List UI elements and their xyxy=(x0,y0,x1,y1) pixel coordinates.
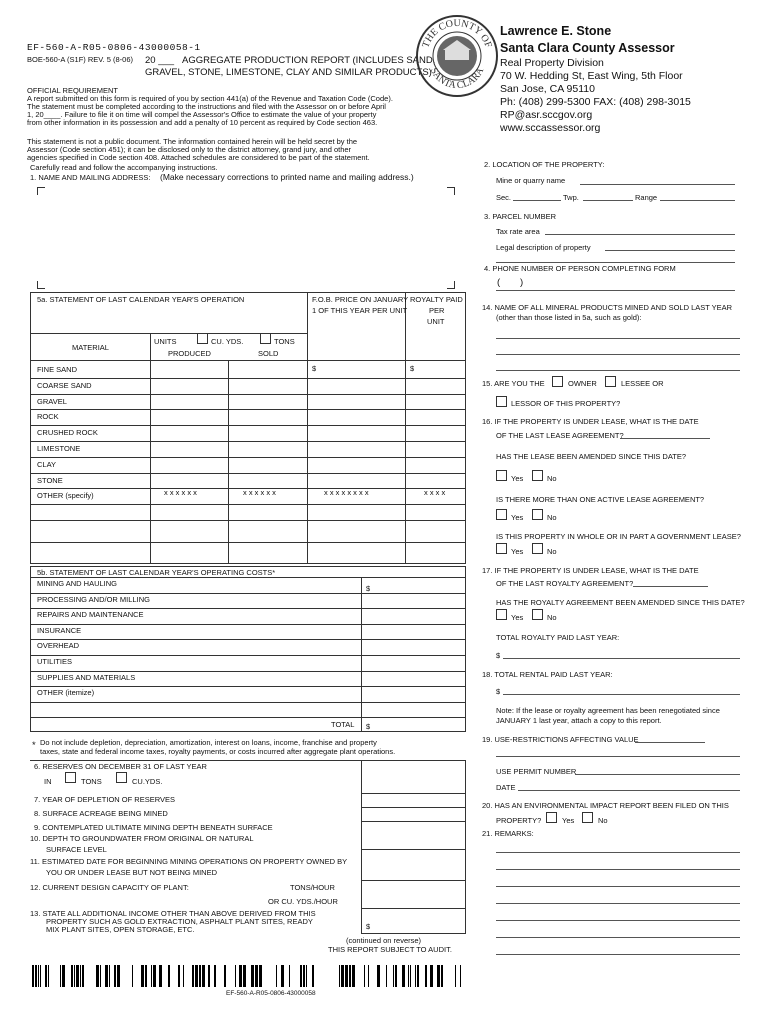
q8-label: 8. SURFACE ACREAGE BEING MINED xyxy=(34,809,168,818)
table-row[interactable] xyxy=(30,425,466,426)
assessor-name: Lawrence E. Stone xyxy=(500,24,612,38)
tons-hour-label: TONS/HOUR xyxy=(290,883,335,892)
x-mark-sold: x x x x x x xyxy=(243,488,276,497)
barcode-bar xyxy=(251,965,254,987)
barcode-bar xyxy=(243,965,246,987)
barcode-bar xyxy=(178,965,180,987)
q20-sub: PROPERTY? xyxy=(496,816,542,825)
table-row[interactable] xyxy=(30,593,466,594)
reserves-cuyds-checkbox[interactable] xyxy=(116,772,127,783)
assessor-email: RP@asr.sccgov.org xyxy=(500,109,593,121)
note-line1: Note: If the lease or royalty agreement has been renegotiated since xyxy=(496,706,720,715)
requirement-line2: The statement must be completed according to the instructions and filed with the Assessor on or before April xyxy=(27,102,386,111)
lease-date-field[interactable] xyxy=(620,438,710,439)
income-dollar: $ xyxy=(366,922,371,931)
barcode-bar xyxy=(255,965,258,987)
barcode-bar xyxy=(80,965,81,987)
q17-sub: OF THE LAST ROYALTY AGREEMENT? xyxy=(496,579,634,588)
royalty-amended-yes-label: Yes xyxy=(511,613,524,622)
q10-label: 10. DEPTH TO GROUNDWATER FROM ORIGINAL OR NATURAL xyxy=(30,834,254,843)
q2-label: 2. LOCATION OF THE PROPERTY: xyxy=(484,160,605,169)
barcode-bar xyxy=(214,965,216,987)
table-5a-row-label: ROCK xyxy=(37,412,59,422)
lease-amended-no-checkbox[interactable] xyxy=(532,470,543,481)
tax-rate-label: Tax rate area xyxy=(496,227,540,236)
reserves-tons-checkbox[interactable] xyxy=(65,772,76,783)
tons-checkbox[interactable] xyxy=(260,333,271,344)
lessor-label: LESSOR OF THIS PROPERTY? xyxy=(511,399,621,408)
audit-note: THIS REPORT SUBJECT TO AUDIT. xyxy=(328,945,452,954)
q13-label: 13. STATE ALL ADDITIONAL INCOME OTHER THAN ABOVE DERIVED FROM THIS xyxy=(30,909,316,918)
table-5b-title: 5b. STATEMENT OF LAST CALENDAR YEAR'S OPERATING COSTS* xyxy=(37,568,276,577)
table-row[interactable] xyxy=(30,686,466,687)
barcode-bar xyxy=(377,965,380,987)
table-row[interactable] xyxy=(30,520,466,521)
cuyds-hour-label: OR CU. YDS./HOUR xyxy=(268,897,338,906)
table-5b xyxy=(30,566,466,732)
barcode-bar xyxy=(460,965,461,987)
x-mark-fob: x x x x x x x x xyxy=(324,488,369,497)
table-row[interactable] xyxy=(30,457,466,458)
year-prefix: 20 ___ xyxy=(145,55,175,66)
royalty-header-line1: ROYALTY PAID xyxy=(410,295,463,304)
assessor-phone: Ph: (408) 299-5300 FAX: (408) 298-3015 xyxy=(500,96,691,108)
assessor-website: www.sccassessor.org xyxy=(500,122,601,134)
total-rental-dollar: $ xyxy=(496,687,501,696)
q6-label: 6. RESERVES ON DECEMBER 31 OF LAST YEAR xyxy=(34,762,207,771)
permit-label: USE PERMIT NUMBER xyxy=(496,767,577,776)
q18-label: 18. TOTAL RENTAL PAID LAST YEAR: xyxy=(482,670,613,679)
barcode-bar xyxy=(109,965,110,987)
lessee-label: LESSEE OR xyxy=(621,379,664,388)
phone-close-paren: ) xyxy=(520,277,524,288)
table-5a-row-label: COARSE SAND xyxy=(37,380,92,390)
barcode-bar xyxy=(224,965,226,987)
permit-field[interactable] xyxy=(575,774,740,775)
barcode-bar xyxy=(276,965,277,987)
lessee-checkbox[interactable] xyxy=(605,376,616,387)
eir-yes-label: Yes xyxy=(562,816,575,825)
lease-amended-yes-label: Yes xyxy=(511,474,524,483)
seal-bottom-text: SANTA CLARA xyxy=(427,65,487,92)
lease-amended-label: HAS THE LEASE BEEN AMENDED SINCE THIS DATE? xyxy=(496,452,687,461)
legal-desc-label: Legal description of property xyxy=(496,243,591,252)
barcode-bar xyxy=(132,965,133,987)
barcode-bar xyxy=(364,965,365,987)
x-mark-produced: x x x x x x xyxy=(164,488,197,497)
q3-label: 3. PARCEL NUMBER xyxy=(484,212,557,221)
barcode-bar xyxy=(437,965,440,987)
table-5b-row-label: REPAIRS AND MAINTENANCE xyxy=(37,610,144,620)
instructions-note: Carefully read and follow the accompanying instructions. xyxy=(30,163,218,172)
eir-no-checkbox[interactable] xyxy=(582,812,593,823)
barcode-bar xyxy=(306,965,307,987)
remarks-line6[interactable] xyxy=(496,937,740,938)
royalty-header-line2: PER xyxy=(429,306,445,315)
lease-amended-no-label: No xyxy=(547,474,557,483)
barcode-bar xyxy=(349,965,351,987)
barcode-bar xyxy=(105,965,108,987)
royalty-amended-label: HAS THE ROYALTY AGREEMENT BEEN AMENDED SINCE THIS DATE? xyxy=(496,598,745,607)
barcode-bar xyxy=(168,965,170,987)
cuyds-checkbox[interactable] xyxy=(197,333,208,344)
address-corner-br xyxy=(447,281,455,289)
confidential-line2: Assessor (Code section 451); it can be disclosed only to the district attorney, grand jury, and other xyxy=(27,145,352,154)
remarks-line4[interactable] xyxy=(496,903,740,904)
units-label: UNITS xyxy=(154,337,177,346)
table-5a-row-label: STONE xyxy=(37,475,63,485)
barcode-bar xyxy=(208,965,210,987)
mine-name-label: Mine or quarry name xyxy=(496,176,566,185)
lessor-checkbox[interactable] xyxy=(496,396,507,407)
twp-label: Twp. xyxy=(563,193,579,202)
q14-label: 14. NAME OF ALL MINERAL PRODUCTS MINED AND SOLD LAST YEAR xyxy=(482,303,733,312)
table-row[interactable] xyxy=(30,702,466,703)
barcode-bar xyxy=(393,965,394,987)
address-corner-tr xyxy=(447,187,455,195)
barcode-bar xyxy=(341,965,344,987)
q16-label: 16. IF THE PROPERTY IS UNDER LEASE, WHAT IS THE DATE xyxy=(482,417,699,426)
table-5b-row-label: OTHER (itemize) xyxy=(37,688,95,698)
table-5b-row-label: PROCESSING AND/OR MILLING xyxy=(37,594,150,604)
costs-dollar: $ xyxy=(366,584,371,593)
barcode-bar xyxy=(402,965,405,987)
q12-label: 12. CURRENT DESIGN CAPACITY OF PLANT: xyxy=(30,883,189,892)
barcode-bar xyxy=(289,965,290,987)
legal-desc-field[interactable] xyxy=(605,250,735,251)
barcode-bar xyxy=(35,965,37,987)
gov-lease-yes-checkbox[interactable] xyxy=(496,543,507,554)
table-row[interactable] xyxy=(30,394,466,395)
barcode-bar xyxy=(159,965,162,987)
barcode-bar xyxy=(415,965,416,987)
gov-lease-label: IS THIS PROPERTY IN WHOLE OR IN PART A GOVERNMENT LEASE? xyxy=(496,532,741,541)
table-5b-row-label: MINING AND HAULING xyxy=(37,579,118,588)
material-header: MATERIAL xyxy=(72,343,109,352)
barcode-bar xyxy=(430,965,433,987)
form-code: EF-560-A-R05-0806-43000058-1 xyxy=(27,42,201,53)
q1-note: (Make necessary corrections to printed name and mailing address.) xyxy=(160,172,414,182)
requirement-line4: from other information in its possession and add a penalty of 10 percent as required by Code section 463. xyxy=(27,118,378,127)
barcode-bar xyxy=(199,965,201,987)
range-label: Range xyxy=(635,193,658,202)
note-line2: JANUARY 1 last year, attach a copy to this report. xyxy=(496,716,662,725)
costs-note-line2: taxes, state and federal income taxes, royalty payments, or costs incurred after aggregate plant operations. xyxy=(40,747,396,756)
county-seal-icon xyxy=(415,10,499,102)
table-row[interactable] xyxy=(30,624,466,625)
owner-checkbox[interactable] xyxy=(552,376,563,387)
barcode-bar xyxy=(195,965,198,987)
fob-dollar: $ xyxy=(312,364,317,373)
table-5a-row-label: FINE SAND xyxy=(37,365,78,374)
q1-label: 1. NAME AND MAILING ADDRESS: xyxy=(30,173,151,182)
form-title-line1: AGGREGATE PRODUCTION REPORT (INCLUDES SAND, xyxy=(182,55,436,66)
royalty-amended-no-label: No xyxy=(547,613,557,622)
table-row[interactable] xyxy=(30,409,466,410)
assessor-address: 70 W. Hedding St, East Wing, 5th Floor xyxy=(500,70,683,82)
table-5a-row-label: OTHER (specify) xyxy=(37,491,94,501)
barcode-bar xyxy=(386,965,387,987)
barcode-bar xyxy=(425,965,427,987)
barcode-bar xyxy=(32,965,34,987)
table-5a-row-label: GRAVEL xyxy=(37,396,67,406)
multi-lease-yes-label: Yes xyxy=(511,513,524,522)
total-dollar: $ xyxy=(366,722,371,731)
q11-label: 11. ESTIMATED DATE FOR BEGINNING MINING OPERATIONS ON PROPERTY OWNED BY xyxy=(30,857,348,866)
cuyds-label: CU. YDS. xyxy=(211,337,244,346)
multi-lease-no-checkbox[interactable] xyxy=(532,509,543,520)
total-royalty-field[interactable] xyxy=(503,658,740,659)
assessor-division: Real Property Division xyxy=(500,57,604,69)
table-5b-row-label: SUPPLIES AND MATERIALS xyxy=(37,672,136,682)
multi-lease-label: IS THERE MORE THAN ONE ACTIVE LEASE AGREEMENT? xyxy=(496,495,705,504)
q14-line2[interactable] xyxy=(496,354,740,355)
barcode-bar xyxy=(368,965,369,987)
fob-header-line1: F.O.B. PRICE ON JANUARY xyxy=(312,295,409,304)
table-5a-row-label: CLAY xyxy=(37,459,57,469)
barcode-bar xyxy=(408,965,409,987)
table-5a-title: 5a. STATEMENT OF LAST CALENDAR YEAR'S OPERATION xyxy=(37,295,245,304)
barcode-bar xyxy=(410,965,411,987)
barcode-bar xyxy=(62,965,65,987)
gov-lease-no-checkbox[interactable] xyxy=(532,543,543,554)
table-row[interactable] xyxy=(30,473,466,474)
remarks-line5[interactable] xyxy=(496,920,740,921)
barcode-bar xyxy=(183,965,184,987)
barcode-bar xyxy=(76,965,79,987)
barcode-bar xyxy=(100,965,101,987)
barcode-bar xyxy=(300,965,302,987)
q21-label: 21. REMARKS: xyxy=(482,829,534,838)
barcode-bar xyxy=(441,965,443,987)
remarks-line2[interactable] xyxy=(496,869,740,870)
multi-lease-no-label: No xyxy=(547,513,557,522)
barcode-bar xyxy=(153,965,156,987)
barcode-bar xyxy=(202,965,205,987)
use-restrictions-field[interactable] xyxy=(635,742,705,743)
barcode-bar xyxy=(239,965,242,987)
confidential-line1: This statement is not a public document. The information contained herein will be held secret by the xyxy=(27,137,358,146)
barcode-bar xyxy=(45,965,47,987)
barcode-bar xyxy=(82,965,84,987)
q11-sub: YOU OR UNDER LEASE BUT NOT BEING MINED xyxy=(46,868,218,877)
table-5a-row-label: CRUSHED ROCK xyxy=(37,428,98,438)
in-label: IN xyxy=(44,777,52,786)
table-5a-row-label: LIMESTONE xyxy=(37,444,81,453)
barcode-bar xyxy=(96,965,99,987)
barcode-bar xyxy=(71,965,73,987)
table-5b-row-label: UTILITIES xyxy=(37,657,73,666)
lease-amended-yes-checkbox[interactable] xyxy=(496,470,507,481)
q14-sub: (other than those listed in 5a, such as gold): xyxy=(496,313,642,322)
q19-label: 19. USE-RESTRICTIONS AFFECTING VALUE xyxy=(482,735,639,744)
official-requirement-heading: OFFICIAL REQUIREMENT xyxy=(27,86,118,95)
assessor-city: San Jose, CA 95110 xyxy=(500,83,595,95)
barcode-bar xyxy=(117,965,120,987)
barcode-bar xyxy=(145,965,147,987)
mailing-address-area[interactable] xyxy=(50,195,440,279)
table-row[interactable] xyxy=(30,717,466,718)
costs-note-line1: Do not include depletion, depreciation, amortization, interest on loans, income, franchise and property xyxy=(40,738,377,747)
q15-label: 15. ARE YOU THE xyxy=(482,379,545,388)
produced-header: PRODUCED xyxy=(168,349,211,358)
q7-label: 7. YEAR OF DEPLETION OF RESERVES xyxy=(34,795,176,804)
remarks-line7[interactable] xyxy=(496,954,740,955)
multi-lease-yes-checkbox[interactable] xyxy=(496,509,507,520)
permit-date-field[interactable] xyxy=(518,790,740,791)
phone-field[interactable] xyxy=(496,290,735,291)
reserves-cuyds-label: CU.YDS. xyxy=(132,777,163,786)
barcode-bar xyxy=(48,965,49,987)
table-5b-row-label: INSURANCE xyxy=(37,625,82,635)
q17-label: 17. IF THE PROPERTY IS UNDER LEASE, WHAT IS THE DATE xyxy=(482,566,699,575)
table-5b-row-label: OVERHEAD xyxy=(37,641,80,651)
barcode-bar xyxy=(40,965,41,987)
royalty-amended-yes-checkbox[interactable] xyxy=(496,609,507,620)
phone-open-paren: ( xyxy=(497,277,501,288)
range-field[interactable] xyxy=(660,200,735,201)
fob-header-line2: 1 OF THIS YEAR PER UNIT xyxy=(312,306,408,315)
address-corner-bl xyxy=(37,281,45,289)
barcode-bar xyxy=(352,965,355,987)
eir-yes-checkbox[interactable] xyxy=(546,812,557,823)
royalty-dollar: $ xyxy=(410,364,415,373)
form-revision: BOE-560-A (S1F) REV. 5 (8-06) xyxy=(27,55,134,64)
q13-sub2: MIX PLANT SITES, OPEN STORAGE, ETC. xyxy=(46,925,195,934)
table-row[interactable] xyxy=(30,542,466,543)
barcode-bar xyxy=(235,965,236,987)
table-row[interactable] xyxy=(30,608,466,609)
barcode-bar xyxy=(141,965,144,987)
barcode-bar xyxy=(192,965,194,987)
q14-line3[interactable] xyxy=(496,370,740,371)
barcode-bar xyxy=(74,965,75,987)
royalty-amended-no-checkbox[interactable] xyxy=(532,609,543,620)
reserves-tons-label: TONS xyxy=(81,777,102,786)
x-mark-royalty: x x x x xyxy=(424,488,446,497)
q16-sub: OF THE LAST LEASE AGREEMENT? xyxy=(496,431,624,440)
barcode-bar xyxy=(417,965,419,987)
barcode-bar xyxy=(395,965,397,987)
requirement-line1: A report submitted on this form is required of you by section 441(a) of the Revenue and Taxation Code (Code). xyxy=(27,94,393,103)
gov-lease-no-label: No xyxy=(547,547,557,556)
table-row[interactable] xyxy=(30,639,466,640)
tons-label: TONS xyxy=(274,337,295,346)
royalty-header-line3: UNIT xyxy=(427,317,445,326)
continued-note: (continued on reverse) xyxy=(346,936,422,945)
total-royalty-dollar: $ xyxy=(496,651,501,660)
barcode-bar xyxy=(345,965,348,987)
q10-sub: SURFACE LEVEL xyxy=(46,845,107,854)
asterisk: * xyxy=(32,740,36,751)
total-rental-field[interactable] xyxy=(503,694,740,695)
royalty-date-field[interactable] xyxy=(633,586,708,587)
remarks-line3[interactable] xyxy=(496,886,740,887)
barcode-bar xyxy=(259,965,262,987)
mine-name-field[interactable] xyxy=(580,184,735,185)
form-title-line2: GRAVEL, STONE, LIMESTONE, CLAY AND SIMILAR PRODUCTS) xyxy=(145,67,432,78)
barcode-bar xyxy=(312,965,314,987)
requirement-line3: 1, 20____. Failure to file it on time will compel the Assessor's Office to estimate the value of your property xyxy=(27,110,377,119)
barcode-bar xyxy=(38,965,39,987)
assessor-title: Santa Clara County Assessor xyxy=(500,41,675,55)
tax-rate-field[interactable] xyxy=(545,234,735,235)
confidential-line3: agencies specified in Code section 408. Attached schedules are considered to be part of the statement. xyxy=(27,153,370,162)
q13-sub1: PROPERTY SUCH AS GOLD EXTRACTION, ASPHALT PLANT SITES, READY xyxy=(46,917,313,926)
table-row[interactable] xyxy=(30,378,466,379)
q14-line1[interactable] xyxy=(496,338,740,339)
address-corner-tl xyxy=(37,187,45,195)
table-row[interactable] xyxy=(30,441,466,442)
total-royalty-label: TOTAL ROYALTY PAID LAST YEAR: xyxy=(496,633,620,642)
eir-no-label: No xyxy=(598,816,608,825)
barcode-bar xyxy=(114,965,116,987)
barcode-icon xyxy=(32,965,472,987)
total-label: TOTAL xyxy=(331,720,355,729)
use-restrictions-line2[interactable] xyxy=(496,756,740,757)
barcode-bar xyxy=(455,965,456,987)
q9-label: 9. CONTEMPLATED ULTIMATE MINING DEPTH BENEATH SURFACE xyxy=(34,823,273,832)
sec-label: Sec. xyxy=(496,193,512,202)
table-row[interactable] xyxy=(30,655,466,656)
gov-lease-yes-label: Yes xyxy=(511,547,524,556)
barcode-bar xyxy=(339,965,340,987)
table-row[interactable] xyxy=(30,671,466,672)
q20-label: 20. HAS AN ENVIRONMENTAL IMPACT REPORT BEEN FILED ON THIS xyxy=(482,801,729,810)
barcode-bar xyxy=(303,965,305,987)
permit-date-label: DATE xyxy=(496,783,516,792)
legal-desc-field2[interactable] xyxy=(496,262,735,263)
table-row[interactable] xyxy=(30,504,466,505)
remarks-line1[interactable] xyxy=(496,852,740,853)
seal-top-text: THE COUNTY OF xyxy=(420,17,494,50)
twp-field[interactable] xyxy=(583,200,633,201)
barcode-text: EF-560-A-R05-0806-43000058 xyxy=(226,990,316,997)
sec-field[interactable] xyxy=(513,200,561,201)
barcode-bar xyxy=(60,965,61,987)
owner-label: OWNER xyxy=(568,379,597,388)
barcode-bar xyxy=(151,965,152,987)
barcode-bar xyxy=(281,965,284,987)
sold-header: SOLD xyxy=(258,349,279,358)
q4-label: 4. PHONE NUMBER OF PERSON COMPLETING FORM xyxy=(484,264,676,273)
